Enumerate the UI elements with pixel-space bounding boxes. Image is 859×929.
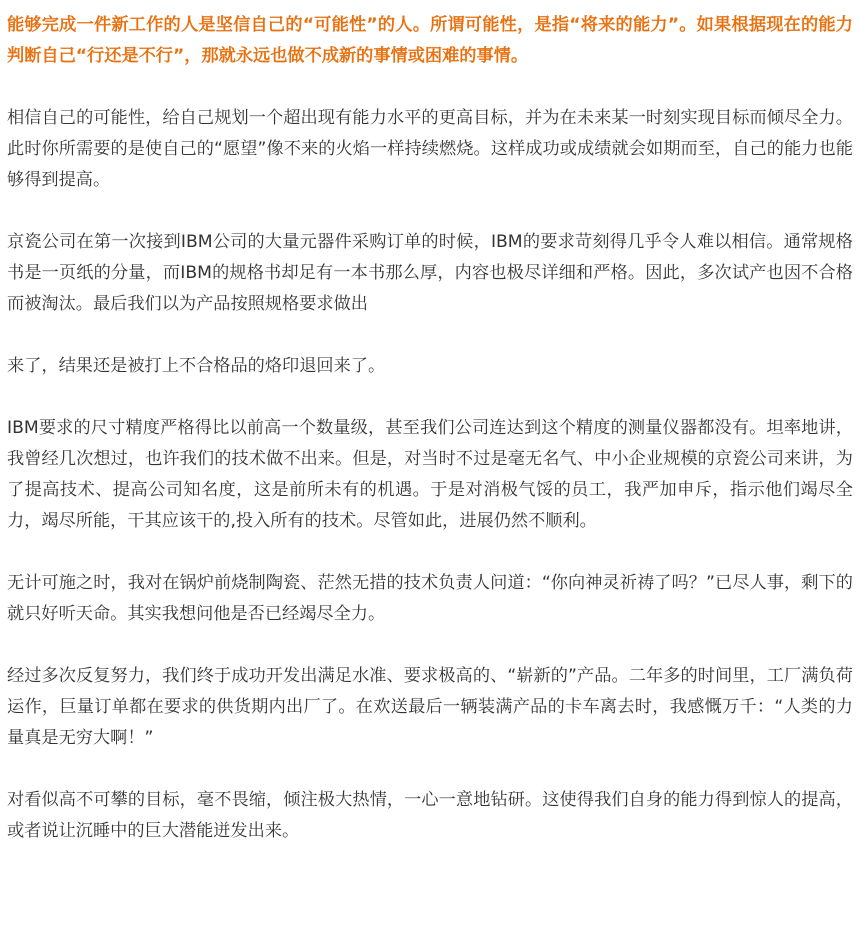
body-paragraph: 京瓷公司在第一次接到IBM公司的大量元器件采购订单的时候，IBM的要求苛刻得几乎令人难以相信。通常规格书是一页纸的分量，而IBM的规格书却足有一本书那么厚，内容也极尽详细和严格。因此，多次试产也因不合格而被淘汰。最后我们以为产品按照规格要求做出: [7, 232, 853, 314]
body-paragraph: 无计可施之时，我对在锅炉前烧制陶瓷、茫然无措的技术负责人问道：“你向神灵祈祷了吗？”已尽人事，剩下的就只好听天命。其实我想问他是否已经竭尽全力。: [7, 573, 853, 624]
body-paragraph: IBM要求的尺寸精度严格得比以前高一个数量级，甚至我们公司连达到这个精度的测量仪器都没有。坦率地讲，我曾经几次想过，也许我们的技术做不出来。但是，对当时不过是毫无名气、中小企业规模的京瓷公司来讲，为了提高技术、提高公司知名度，这是前所未有的机遇。于是对消极气馁的员工，我严加申斥，指示他们竭尽全力，竭尽所能，干其应该干的,投入所有的技术。尽管如此，进展仍然不顺利。: [7, 418, 853, 531]
body-paragraph: 相信自己的可能性，给自己规划一个超出现有能力水平的更高目标，并为在未来某一时刻实现目标而倾尽全力。此时你所需要的是使自己的“愿望”像不来的火焰一样持续燃烧。这样成功或成绩就会如期而至，自己的能力也能够得到提高。: [7, 108, 853, 190]
body-paragraph: 对看似高不可攀的目标，毫不畏缩，倾注极大热情，一心一意地钻研。这使得我们自身的能力得到惊人的提高，或者说让沉睡中的巨大潜能迸发出来。: [7, 790, 853, 841]
lead-paragraph: 能够完成一件新工作的人是坚信自己的“可能性”的人。所谓可能性，是指“将来的能力”。如果根据现在的能力判断自己“行还是不行”，那就永远也做不成新的事情或困难的事情。: [7, 15, 853, 66]
body-paragraph: 经过多次反复努力，我们终于成功开发出满足水准、要求极高的、“崭新的”产品。二年多的时间里，工厂满负荷运作，巨量订单都在要求的供货期内出厂了。在欢送最后一辆装满产品的卡车离去时，我感慨万千：“人类的力量真是无穷大啊！”: [7, 666, 853, 748]
body-paragraph: 来了，结果还是被打上不合格品的烙印退回来了。: [7, 356, 386, 376]
